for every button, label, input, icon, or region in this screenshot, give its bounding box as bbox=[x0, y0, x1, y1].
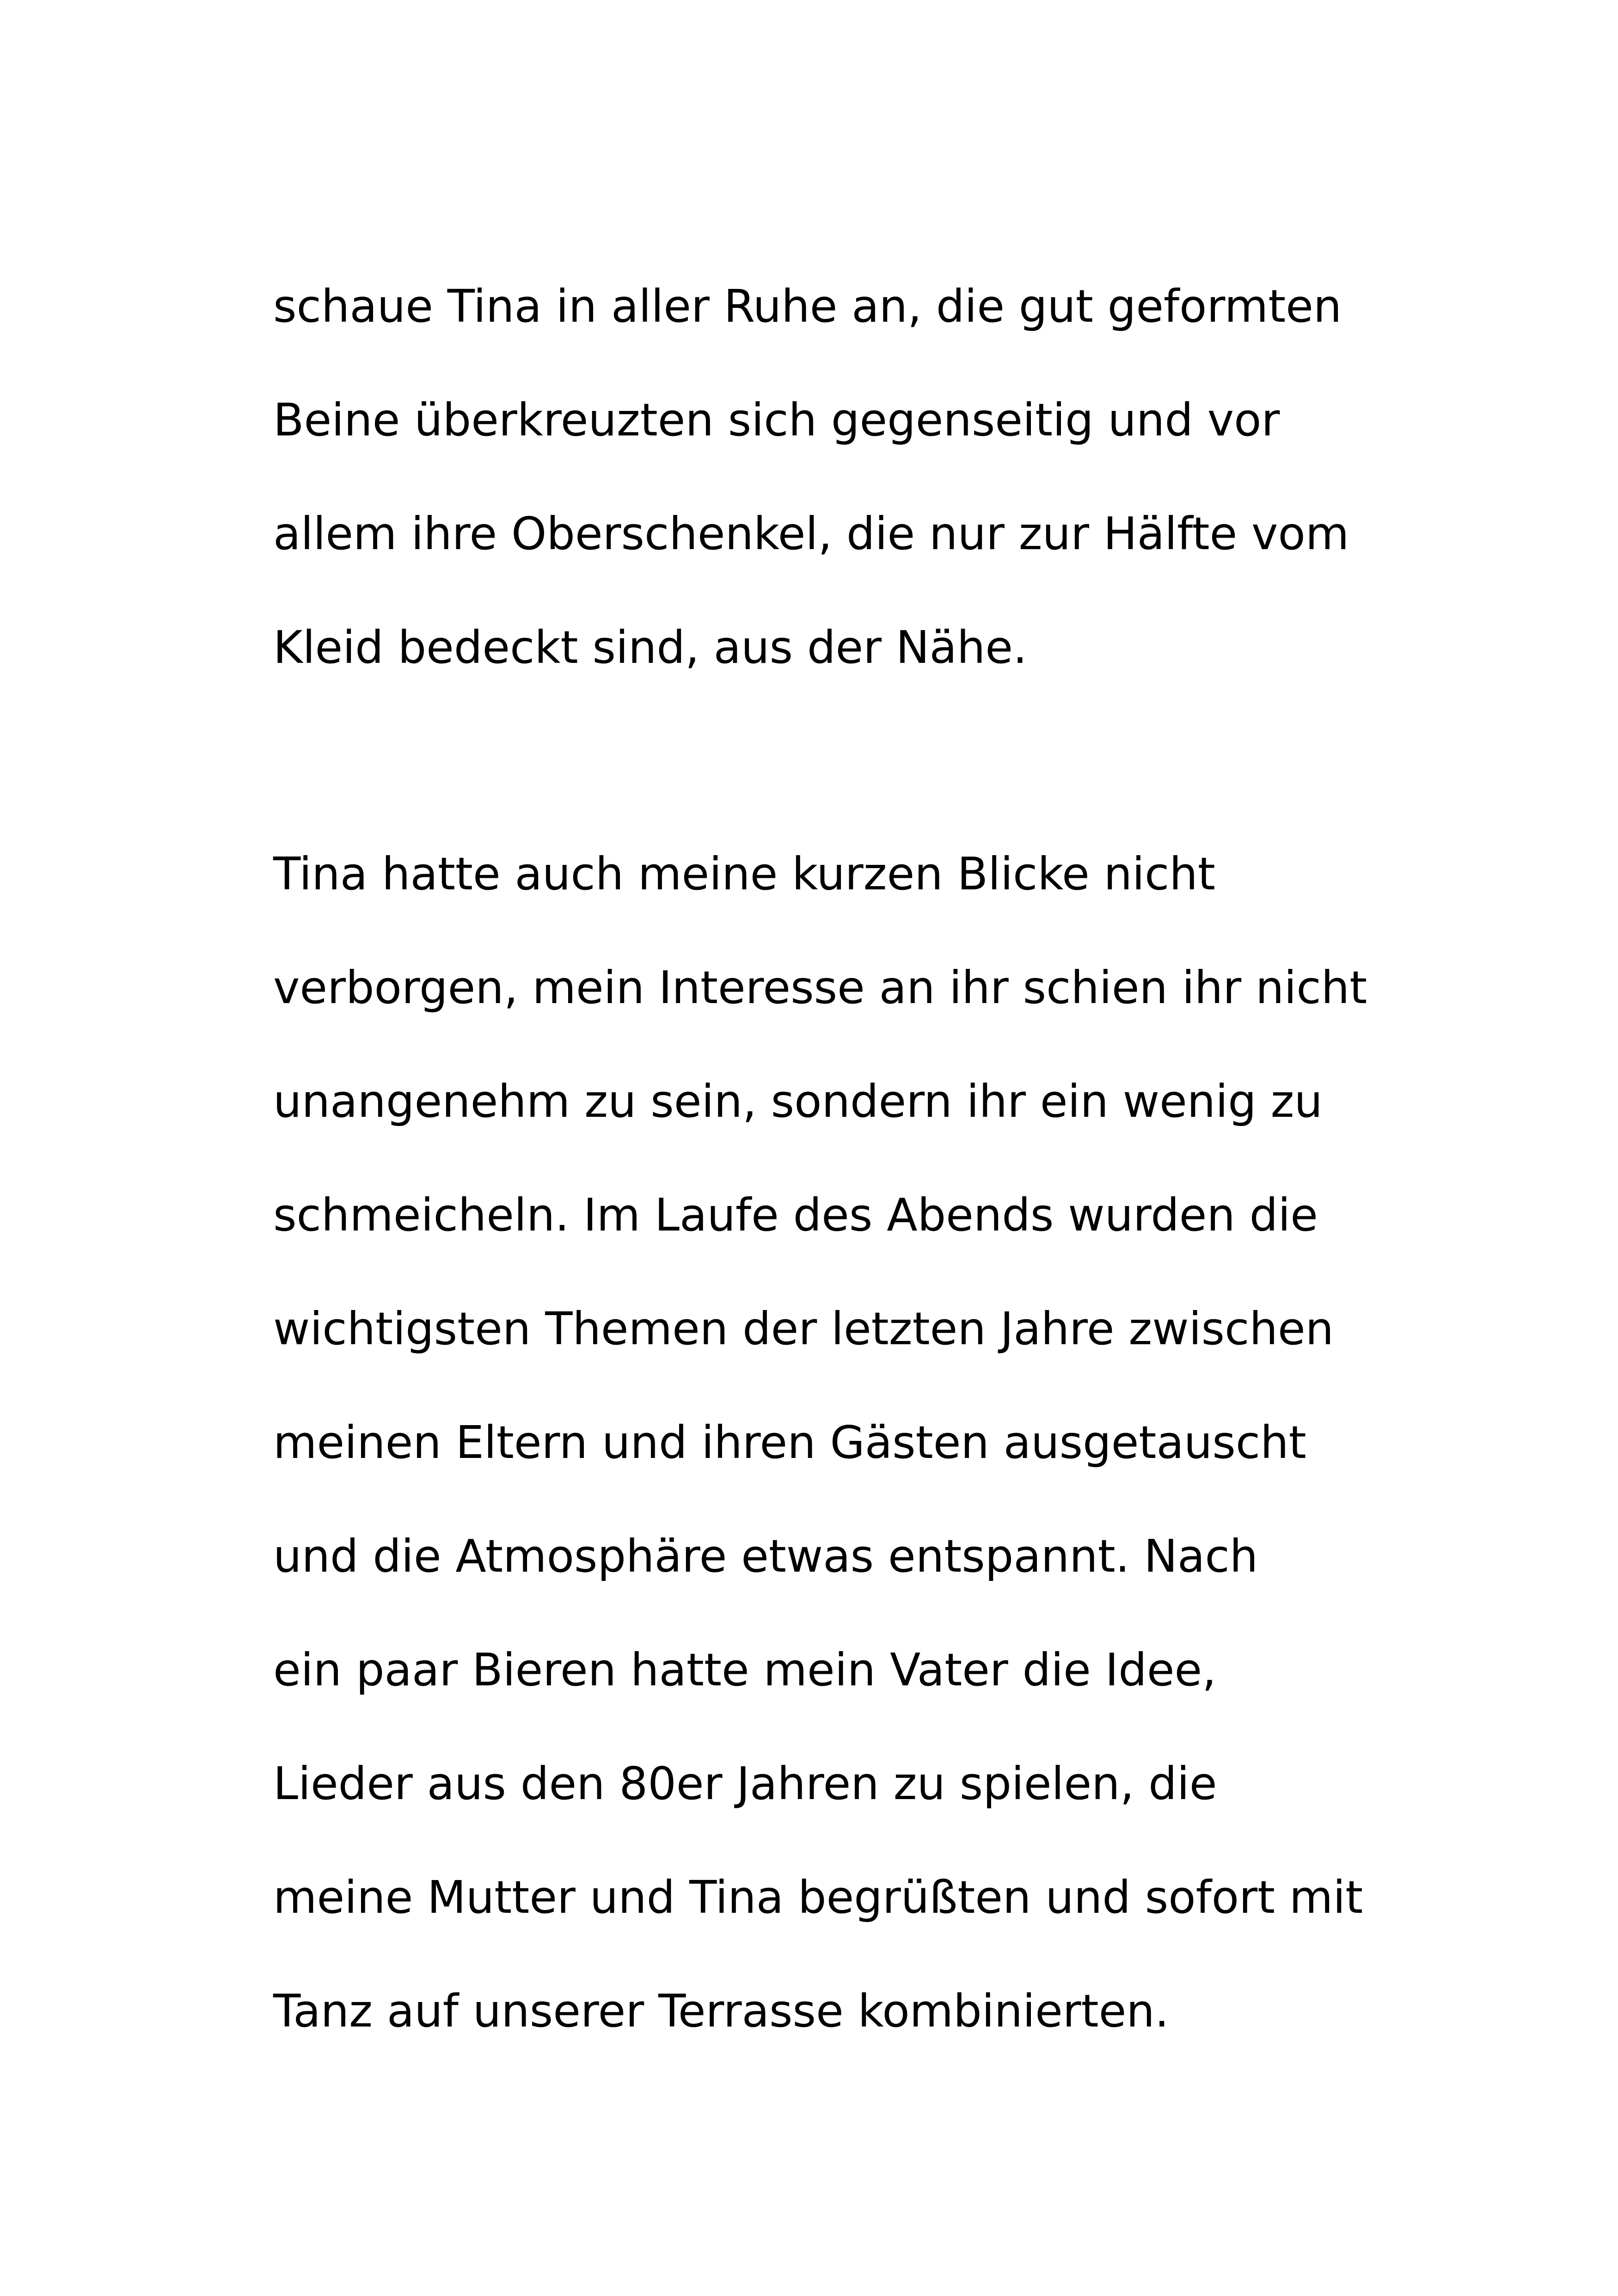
text-line: meinen Eltern und ihren Gästen ausgetauscht bbox=[273, 1416, 1306, 1469]
text-line: Tanz auf unserer Terrasse kombinierten. bbox=[273, 1985, 1169, 2037]
paragraph bbox=[273, 817, 1392, 2068]
text-line: Lieder aus den 80er Jahren zu spielen, die bbox=[273, 1757, 1217, 1810]
text-line: meine Mutter und Tina begrüßten und sofort mit bbox=[273, 1871, 1363, 1923]
paragraph bbox=[273, 250, 1392, 704]
text-line: ein paar Bieren hatte mein Vater die Idee, bbox=[273, 1644, 1217, 1696]
text-line: schmeicheln. Im Laufe des Abends wurden die bbox=[273, 1189, 1318, 1241]
text-line: Beine überkreuzten sich gegenseitig und vor bbox=[273, 394, 1280, 446]
text-line: allem ihre Oberschenkel, die nur zur Hälfte vom bbox=[273, 508, 1349, 560]
text-line: verborgen, mein Interesse an ihr schien ihr nicht bbox=[273, 961, 1367, 1014]
text-line: Tina hatte auch meine kurzen Blicke nicht bbox=[273, 848, 1215, 900]
text-line: unangenehm zu sein, sondern ihr ein wenig zu bbox=[273, 1075, 1323, 1127]
text-line: schaue Tina in aller Ruhe an, die gut geformten bbox=[273, 280, 1342, 332]
text-line: Kleid bedeckt sind, aus der Nähe. bbox=[273, 621, 1027, 673]
text-line: und die Atmosphäre etwas entspannt. Nach bbox=[273, 1530, 1258, 1582]
text-line: wichtigsten Themen der letzten Jahre zwischen bbox=[273, 1303, 1334, 1355]
